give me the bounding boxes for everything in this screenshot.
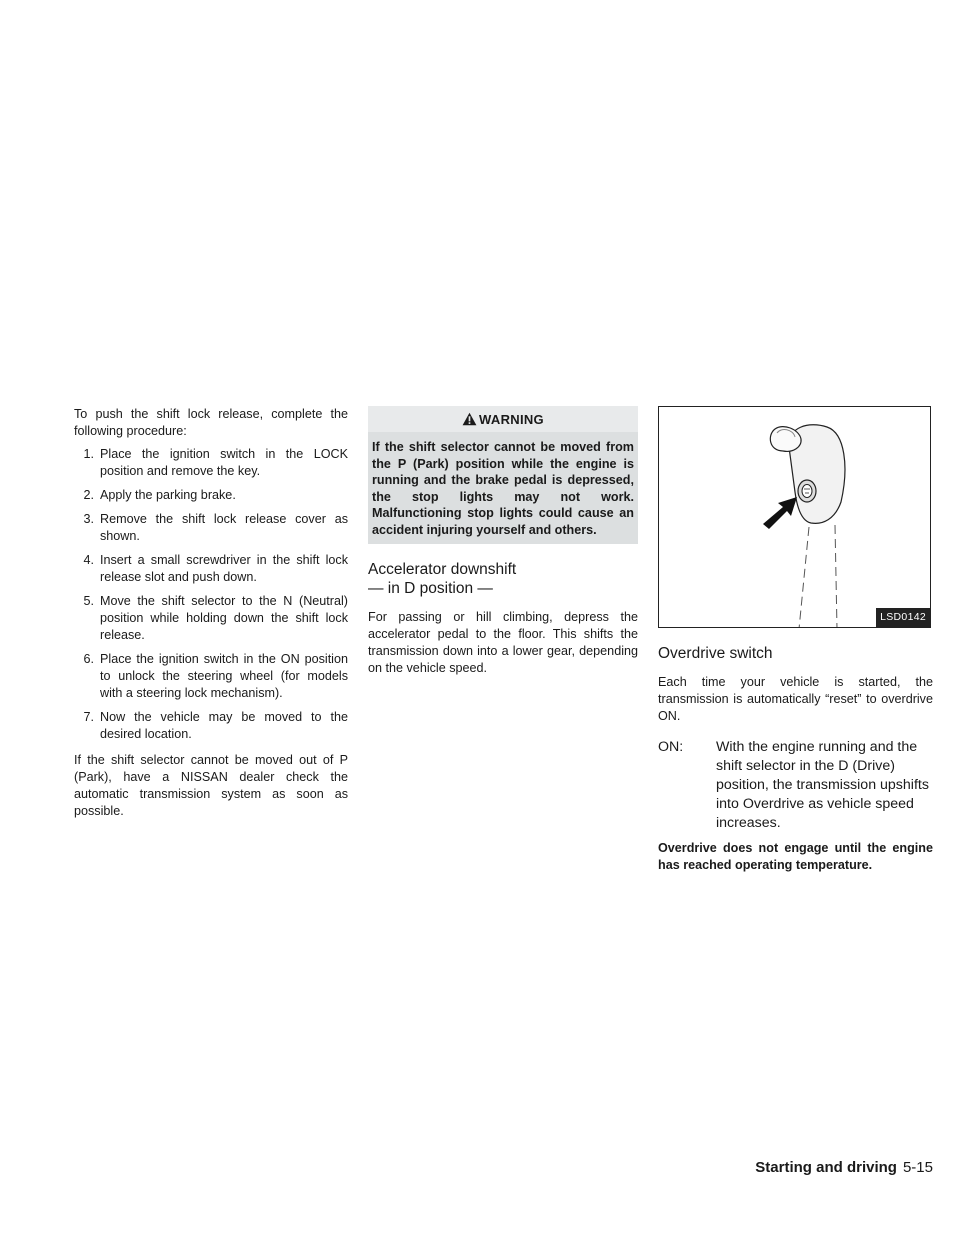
page-number: 5-15 — [902, 1159, 933, 1176]
list-item — [74, 709, 348, 743]
step-text: Place the ignition switch in the LOCK position and remove the key. — [100, 447, 348, 478]
accelerator-heading — [368, 560, 638, 598]
overdrive-heading: Overdrive switch — [658, 645, 773, 662]
step-number: 2. — [83, 488, 94, 502]
figure-code: LSD0142 — [876, 608, 930, 627]
list-item — [74, 593, 348, 644]
step-number: 3. — [83, 512, 94, 526]
intro-paragraph: To push the shift lock release, complete the following procedure: — [74, 407, 348, 438]
section-name: Starting and driving — [755, 1159, 897, 1176]
overdrive-paragraph: Each time your vehicle is started, the transmission is automatically “reset” to overdrive ON. — [658, 675, 933, 723]
accelerator-paragraph: For passing or hill climbing, depress the accelerator pedal to the floor. This shifts the transmission down into a lower gear, depending on the vehicle speed. — [368, 610, 638, 675]
shift-knob-illustration — [659, 407, 931, 628]
step-number: 6. — [83, 652, 94, 666]
warning-text: If the shift selector cannot be moved from the P (Park) position while the engine is running and the brake pedal is depressed, the stop lights may not work. Malfunctioning stop lights could cause an accident injuring yourself and others. — [372, 440, 634, 537]
step-text: Move the shift selector to the N (Neutral) position while holding down the shift lock release. — [100, 594, 348, 642]
list-item — [74, 511, 348, 545]
definition-term: ON: — [658, 739, 684, 755]
step-number: 7. — [83, 710, 94, 724]
definition-text: With the engine running and the shift selector in the D (Drive) position, the transmission upshifts into Overdrive as vehicle speed increases. — [716, 739, 929, 831]
step-text: Place the ignition switch in the ON position to unlock the steering wheel (for models with a steering lock mechanism). — [100, 652, 348, 700]
step-number: 5. — [83, 594, 94, 608]
step-text: Remove the shift lock release cover as shown. — [100, 512, 348, 543]
right-column — [658, 406, 933, 874]
definition-row — [658, 738, 933, 833]
middle-column — [368, 406, 638, 677]
procedure-steps — [74, 446, 348, 743]
step-text: Now the vehicle may be moved to the desired location. — [100, 710, 348, 741]
warning-title: WARNING — [479, 412, 544, 427]
left-column — [74, 406, 348, 820]
list-item — [74, 552, 348, 586]
step-number: 1. — [83, 447, 94, 461]
overdrive-note: Overdrive does not engage until the engine has reached operating temperature. — [658, 841, 933, 872]
step-text: Insert a small screwdriver in the shift lock release slot and push down. — [100, 553, 348, 584]
page-footer — [755, 1159, 933, 1176]
list-item — [74, 446, 348, 480]
list-item — [74, 651, 348, 702]
warning-box — [368, 406, 638, 544]
warning-header — [368, 406, 638, 432]
list-item — [74, 487, 348, 504]
heading-line: Accelerator downshift — [368, 561, 517, 578]
heading-line: — in D position — — [368, 580, 493, 597]
shift-selector-figure — [658, 406, 931, 628]
step-text: Apply the parking brake. — [100, 488, 236, 502]
closing-paragraph: If the shift selector cannot be moved out of P (Park), have a NISSAN dealer check the automatic transmission system as soon as possible. — [74, 753, 348, 818]
step-number: 4. — [83, 553, 94, 567]
warning-triangle-icon — [462, 412, 477, 426]
